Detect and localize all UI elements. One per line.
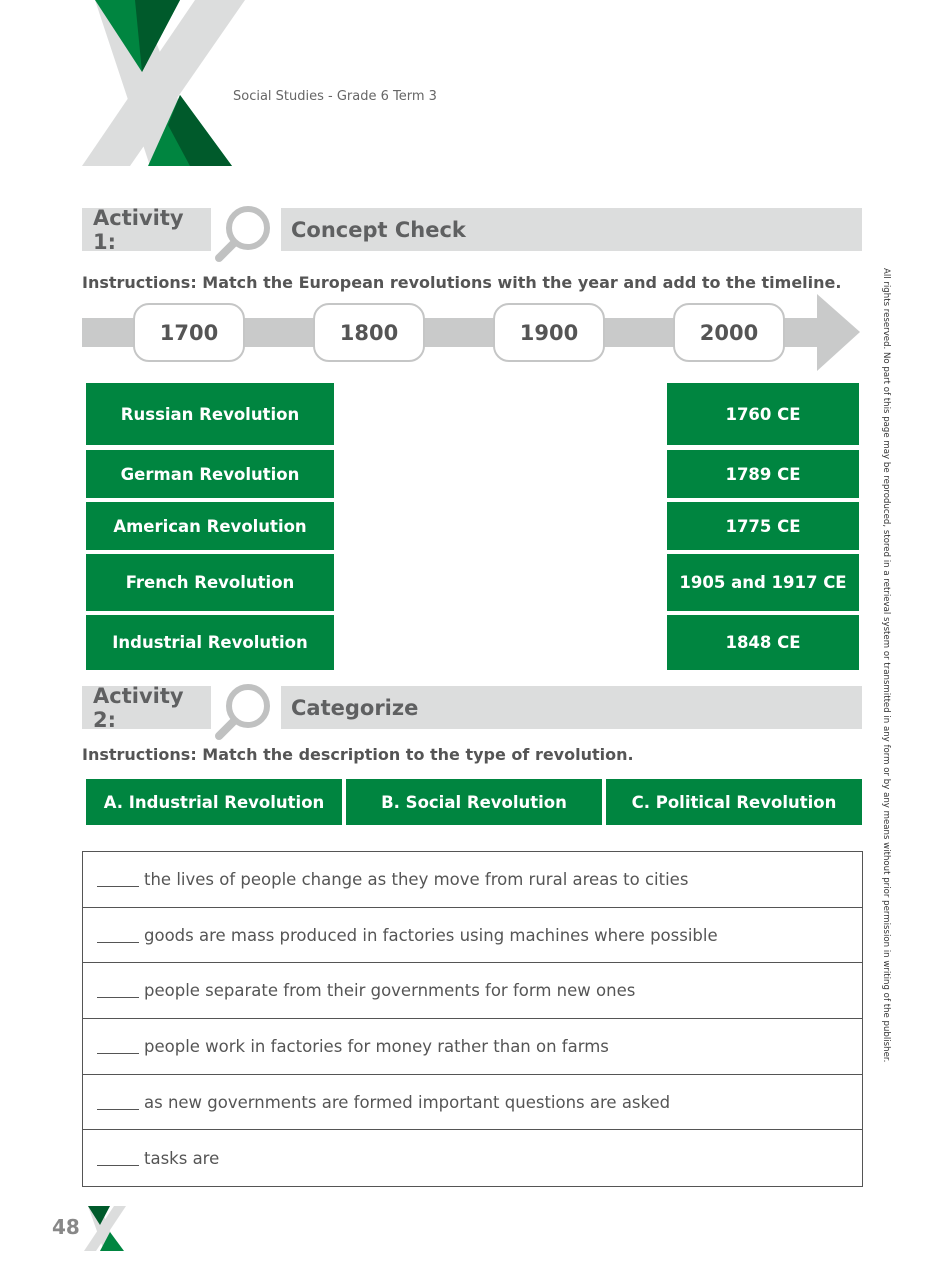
answer-blank[interactable]: [97, 1039, 139, 1054]
answer-blank[interactable]: [97, 1151, 139, 1166]
activity1-title: Concept Check: [281, 208, 862, 251]
activity2-title: Categorize: [281, 686, 862, 729]
magnifier-icon: [213, 680, 275, 740]
copyright-note: [875, 268, 895, 1063]
revolution-box: American Revolution: [86, 502, 334, 550]
timeline-year: 1700: [133, 303, 245, 362]
activity2-instructions: Instructions: Match the description to the type of revolution.: [82, 745, 634, 764]
date-box: 1848 CE: [667, 615, 859, 670]
description-text: goods are mass produced in factories using machines where possible: [144, 925, 718, 945]
revolution-box: French Revolution: [86, 554, 334, 611]
description-text: as new governments are formed important questions are asked: [144, 1092, 671, 1112]
date-box: 1905 and 1917 CE: [667, 554, 859, 611]
description-row: [83, 963, 862, 1019]
activity1-instructions: Instructions: Match the European revolutions with the year and add to the timeline.: [82, 273, 842, 292]
answer-blank[interactable]: [97, 872, 139, 887]
date-box: 1760 CE: [667, 383, 859, 445]
timeline-year: 2000: [673, 303, 785, 362]
description-row: [83, 1130, 862, 1186]
category-box: C. Political Revolution: [606, 779, 862, 825]
category-box: A. Industrial Revolution: [86, 779, 342, 825]
revolution-box: German Revolution: [86, 450, 334, 498]
revolution-box: Industrial Revolution: [86, 615, 334, 670]
date-box: 1789 CE: [667, 450, 859, 498]
description-row: [83, 1019, 862, 1075]
answer-blank[interactable]: [97, 1095, 139, 1110]
timeline-year: 1900: [493, 303, 605, 362]
publisher-logo: [80, 0, 250, 168]
timeline-year: 1800: [313, 303, 425, 362]
description-text: people separate from their governments for form new ones: [144, 981, 636, 1001]
date-box: 1775 CE: [667, 502, 859, 550]
category-box: B. Social Revolution: [346, 779, 602, 825]
descriptions-table: [82, 851, 863, 1187]
revolution-box: Russian Revolution: [86, 383, 334, 445]
description-text: people work in factories for money rather than on farms: [144, 1036, 609, 1056]
magnifier-icon: [213, 202, 275, 262]
activity2-label: Activity 2:: [82, 686, 211, 729]
copyright-text: All rights reserved. No part of this page may be reproduced, stored in a retrieval system or transmitted in any form or by any means without prior permission in writing of the publisher.: [881, 268, 891, 1063]
description-row: [83, 1075, 862, 1131]
description-row: [83, 852, 862, 908]
description-row: [83, 908, 862, 964]
page-number: 48: [52, 1215, 80, 1239]
description-text: the lives of people change as they move from rural areas to cities: [144, 869, 689, 889]
subject-header: Social Studies - Grade 6 Term 3: [233, 89, 437, 104]
answer-blank[interactable]: [97, 928, 139, 943]
activity1-label: Activity 1:: [82, 208, 211, 251]
footer-logo: [84, 1206, 126, 1252]
answer-blank[interactable]: [97, 983, 139, 998]
description-text: tasks are: [144, 1148, 220, 1168]
